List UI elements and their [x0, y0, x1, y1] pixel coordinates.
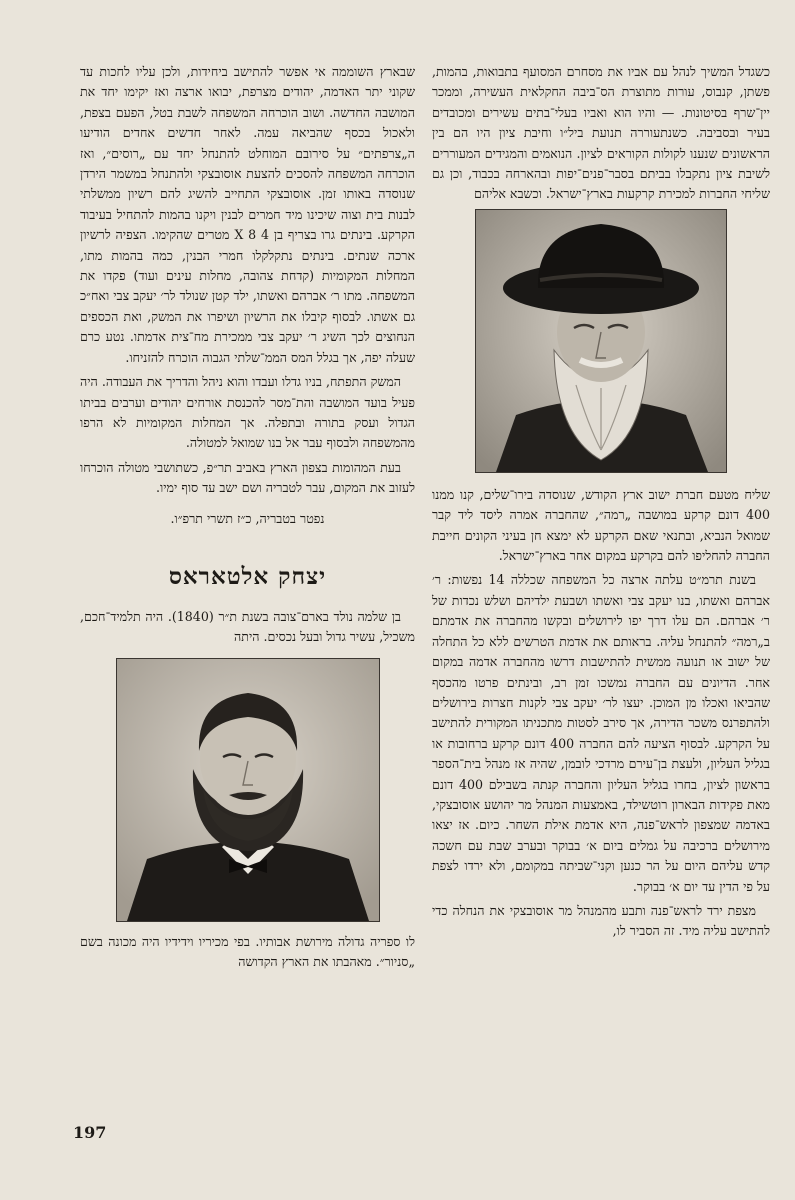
right-paragraph-3: בשנת תרמ״ט עלתה ארצה כל המשפחה שכללה 14 נפשות: ר׳ אברהם ואשתו, בנו יעקב צבי ואשתו ושבעת ילדיהם ושלש נכדות של ר׳ אברהם. הם עלו דרך יפו לירושלים ובקשו מהחברה את אדמתם ב„רמה״ להתנחל עליה. בראותם את אדמת הטרשים ללא כל התחלה של ישוב או תנועה ממשית להתישבות דרשו מהחברה אדמה במקום אחר. הדיונים עם החברה נמשכו זמן רב, ובינתים פרטו מהכסף שהביאו ואכלו מן המוכן. יעצו לר׳ יעקב צבי לקנות חצרות בירושלים ולהתפרנס משכר הדירה, אך סירב לסטות מתכניתו המקורית להתישב על הקרקע. לבסוף הציעה להם החברה 400 דונם קרקע ברחובות או בגליל העליון, ולעצת בן־עירם מרדכי לובמן, שהיה אז מנהל בית־הספר בראשון לציון, בחרו בגליל העליון והחברה קנתה בשבילם 400 דונם מאת פקידות הבארון רוטשילד, באמצעות המנהל מר יהושע אוסובצקי, באדמה שמצפון לראש־פנה, היא אדמת אילת השחר. כיום. אז יצאו מירושלים ברכיבה על גמלים ביום א׳ בבוקר ובערב שבת עם חשכה קדש עליהם היום על הר כנען וקני־שביתה במקומם, ולא ירדו לצפת על פי הדין עד יום א׳ בבוקר. — [432, 572, 770, 894]
left-paragraph-5: לו ספריה גדולה מירושת אבותיו. בפי מכיריו וידידיו היה מכונה בשם „סניור״. מאהבתו את הארץ הקדושה — [80, 933, 415, 970]
right-paragraph-4: מצפת ירד לראש־פנה ותבע מהמנהל מר אוסובצקי את הנחלה כדי להתישב עליה מיד. זה הסביר לו, — [432, 902, 770, 939]
right-paragraph-1: כשגדל המשיך לנהל עם אביו את מסחרם המסועף בתבואות, בהמות, פשתן, קנבוס, עורות מתוצרת הס־ביבה החקלאית העשירה, וממכר יין־שרף בסיטונות. — והיו הוא ואביו בעלי־בתים עשירים ומכובדים בעיר ובסביבה. כשנתעוררה תנועת ביל״ו וחיבת ציון היו הם בין הראשונים שנענו לקולות הקוראים לציון. הנואמים והמגידים המעוררים לשיבת ציון נתקבלו בביתם בסבר־פנים־יפות ובהארחה בכבוד, וכן גם שליחי החברות למכירת קרקעות בארץ־ישראל. וכשבא אליהם — [432, 64, 770, 202]
right-paragraph-2: שליח מטעם חברת ישוב ארץ הקודש, שנוסדה בירו־שלים, קנו ממנו 400 דונם קרקע במושבה „רמה״, שהחברה אמרה ליסד ליד קבר שמואל הנביא, ובתנאי שאם הקרקע לא ימצא חן בעיני הקונים חייבת החברה להחליפו להם בקרקע במקום אחר בארץ־ישראל. — [432, 486, 770, 564]
portrait-suit-man-image — [117, 659, 379, 921]
section-title: יצחק אלטאראס — [168, 562, 327, 590]
left-paragraph-1: שבארץ השוממה אי אפשר להתישב ביחידות, ולכן עליו לחכות עד שקוני יתר האדמה, יהודים מצרפת, יבואו ארצה ואז יקימו יחד את המושבה החדשה. ושוב הוכרחה המשפחה לשבת בטל, הפעם בצפת, ולאכול בכסף שהביאה עמה. לאחר חדשים אחדים הודיעו ה„צרפתים״ על סירובם המוחלט להתנחל יחד עם „רוסים״, ואז הוכרחה המשפחה להסכים להצעת אוסובצקי ולהתנחל במשמר הירדן שנוסדה באותו זמן. אוסובצקי התחייב להשיג להם רשיון ממשלתי לבנות בית וצוה שיכינו מיד חמרים לבנין ויקנו בהמות להתחיל בעיבוד הקרקע. בינתים גרו בצריף בן 4 X 8 מטרים שהקימו. הצפיה לרשיון ארכה שנתים. בינתים נתקלקלו חמרי הבנין, כמה בהמות מתו, המחלות המקומיות (קדחת צהובה, מחלות עינים ועוד) פקדו את המשפחה. מתו ר׳ אברהם ואשתו, ילד קטן שנולד לר׳ יעקב צבי ואח״כ גם אשתו. לבסוף קיבלו את הרשיון ושיפרו את המשק, ואת הכספים הנחוצים לכך השיג ר׳ יעקב צבי ממכירת מח־צית אדמתו. נטע כרם שעלה יפה, אך בגלל המס הממ־שלתי הגבוה הוכרח להזניחו. — [80, 64, 416, 365]
left-column — [80, 62, 415, 973]
left-paragraph-2: המשק התפתח, בניו גדלו ועבדו והוא ניהל והדריך את העבודה. היה פעיל בועד המושבה והת־מסר להכנסת אורחים יהודים וערבים בביתו הגדול ועסק בתורה ובתפלה. אך המחלות המקומיות לא הרפו מהמשפחה ולבסוף עבר אל בנו שמואל למטולה. — [80, 374, 415, 451]
portrait-hat-man-image — [476, 210, 726, 472]
death-note: נפטר בטבריה, כ״ז תשרי תרפ״ו. — [170, 510, 325, 526]
left-paragraph-4: בן שלמה נולד בארם־צובה בשנת ת״ר (1840). היה תלמיד־חכם, משכיל, עשיר גדול ובעל נכסים. היתה — [80, 608, 415, 645]
portrait-photo-hat-man — [475, 209, 727, 473]
page-number: 197 — [73, 1123, 107, 1142]
right-column — [432, 62, 770, 942]
portrait-photo-suit-man — [116, 658, 380, 922]
left-paragraph-3: בעת המהומות בצפון הארץ באביב תר״פ, כשתושבי מטולה הוכרחו לעזוב את המקום, עבר לטבריה ושם ישב עד סוף ימיו. — [80, 459, 415, 496]
